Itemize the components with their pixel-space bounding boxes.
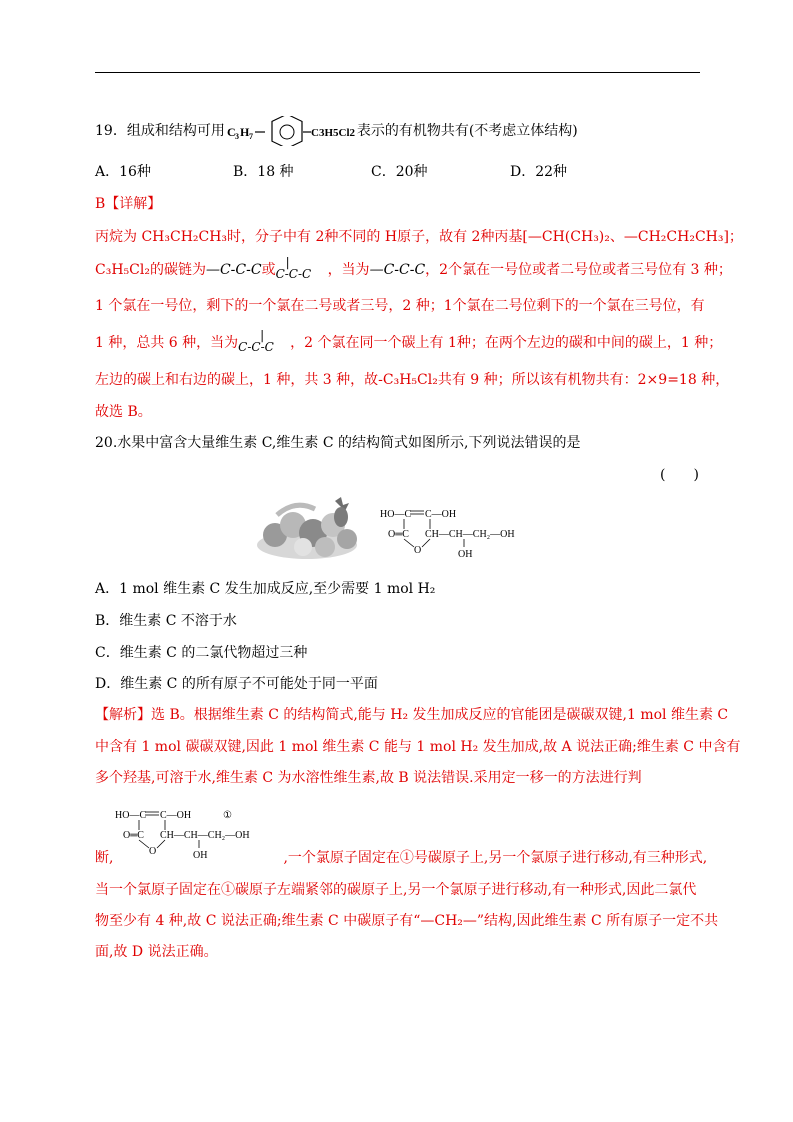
svg-text:7: 7 bbox=[248, 132, 253, 141]
q19-stem bbox=[95, 116, 578, 146]
q19-option-a: A．16种 bbox=[95, 164, 151, 180]
q19-answer-label: B【详解】 bbox=[95, 196, 162, 212]
svg-text:O═C: O═C bbox=[123, 830, 144, 841]
q20-option-d: D．维生素 C 的所有原子不可能处于同一平面 bbox=[95, 676, 378, 692]
q20-option-c: C．维生素 C 的二氯代物超过三种 bbox=[95, 645, 308, 661]
q20-analysis-7: 面,故 D 说法正确。 bbox=[95, 944, 218, 960]
q20-analysis-4: 断, ,一个氯原子固定在①号碳原子上,另一个氯原子进行移动,有三种形式, bbox=[95, 850, 708, 866]
q20-option-a: A．1 mol 维生素 C 发生加成反应,至少需要 1 mol H₂ bbox=[95, 581, 436, 597]
q20-analysis-6: 物至少有 4 种,故 C 说法正确;维生素 C 中碳原子有“—CH₂—”结构,因此维生素 C 所有原子一定不共 bbox=[95, 913, 719, 929]
branched-chain-2: | C-C-C bbox=[238, 328, 274, 354]
svg-text:CH—CH—CH₂—OH: CH—CH—CH₂—OH bbox=[160, 830, 250, 841]
q19-option-d: D．22种 bbox=[510, 164, 568, 180]
q19-suffix: 表示的有机物共有(不考虑立体结构) bbox=[356, 123, 578, 139]
q20-answer-paren: ( ) bbox=[660, 467, 699, 483]
q19-explanation-3: 1 个氯在一号位，剩下的一个氯在二号或者三号，2 种；1个氯在二号位剩下的一个氯在三号位，有 bbox=[95, 298, 705, 314]
svg-text:C: C bbox=[226, 125, 236, 139]
q19-explanation-5: 左边的碳上和右边的碳上，1 种，共 3 种，故-C₃H₅Cl₂共有 9 种；所以该有机物共有：2×9=18 种， bbox=[95, 372, 730, 388]
svg-text:O: O bbox=[414, 545, 422, 556]
vitamin-c-structure bbox=[380, 505, 545, 563]
svg-text:HO—C: HO—C bbox=[115, 810, 147, 821]
fruit-image bbox=[255, 495, 360, 561]
svg-text:H: H bbox=[239, 125, 250, 139]
branched-chain-1: | C-C-C bbox=[275, 255, 312, 281]
q19-prefix: 19．组成和结构可用 bbox=[95, 123, 225, 139]
svg-text:CH—CH—CH₂—OH: CH—CH—CH₂—OH bbox=[425, 529, 515, 540]
analysis-label: 【解析】 bbox=[95, 707, 151, 723]
q19-explanation-6: 故选 B。 bbox=[95, 404, 152, 420]
q20-analysis-1: 【解析】选 B。根据维生素 C 的结构简式,能与 H₂ 发生加成反应的官能团是碳碳双键,1 mol 维生素 C bbox=[95, 707, 729, 723]
q20-option-b: B．维生素 C 不溶于水 bbox=[95, 613, 237, 629]
svg-text:OH: OH bbox=[193, 850, 208, 861]
svg-text:3: 3 bbox=[234, 132, 239, 141]
svg-text:C—OH: C—OH bbox=[425, 509, 457, 520]
q20-analysis-2: 中含有 1 mol 碳碳双键,因此 1 mol 维生素 C 能与 1 mol H₂ 发生加成,故 A 说法正确;维生素 C 中含有 bbox=[95, 739, 741, 755]
svg-text:O═C: O═C bbox=[388, 529, 409, 540]
svg-text:C—OH: C—OH bbox=[160, 810, 192, 821]
svg-text:C3H5Cl2: C3H5Cl2 bbox=[310, 127, 355, 139]
header-rule bbox=[95, 72, 700, 73]
q19-explanation-2: C₃H₅Cl₂的碳链为—C-C-C或 | C-C-C ，当为—C-C-C，2个氯在一号位或者二号位或者三号位有 3 种； bbox=[95, 255, 732, 281]
q19-structure bbox=[227, 116, 355, 146]
svg-text:HO—C: HO—C bbox=[380, 509, 412, 520]
q19-option-b: B．18 种 bbox=[233, 164, 294, 180]
svg-text:①: ① bbox=[223, 810, 232, 821]
q19-explanation-1: 丙烷为 CH₃CH₂CH₃时，分子中有 2种不同的 H原子，故有 2种丙基[—CH(CH₃)₂、—CH₂CH₂CH₃]； bbox=[95, 229, 743, 245]
q20-analysis-5: 当一个氯原子固定在①碳原子左端紧邻的碳原子上,另一个氯原子进行移动,有一种形式,因此二氯代 bbox=[95, 882, 697, 898]
q19-explanation-4: 1 种，总共 6 种，当为 | C-C-C ，2 个氯在同一个碳上有 1种；在两个左边的碳和中间的碳上，1 种； bbox=[95, 328, 723, 354]
q20-stem: 20.水果中富含大量维生素 C,维生素 C 的结构简式如图所示,下列说法错误的是 bbox=[95, 435, 581, 451]
svg-text:OH: OH bbox=[458, 549, 473, 560]
q19-option-c: C．20种 bbox=[371, 164, 428, 180]
svg-text:O: O bbox=[149, 846, 157, 857]
q20-analysis-3: 多个羟基,可溶于水,维生素 C 为水溶性维生素,故 B 说法错误.采用定一移一的方法进行判 bbox=[95, 770, 642, 786]
